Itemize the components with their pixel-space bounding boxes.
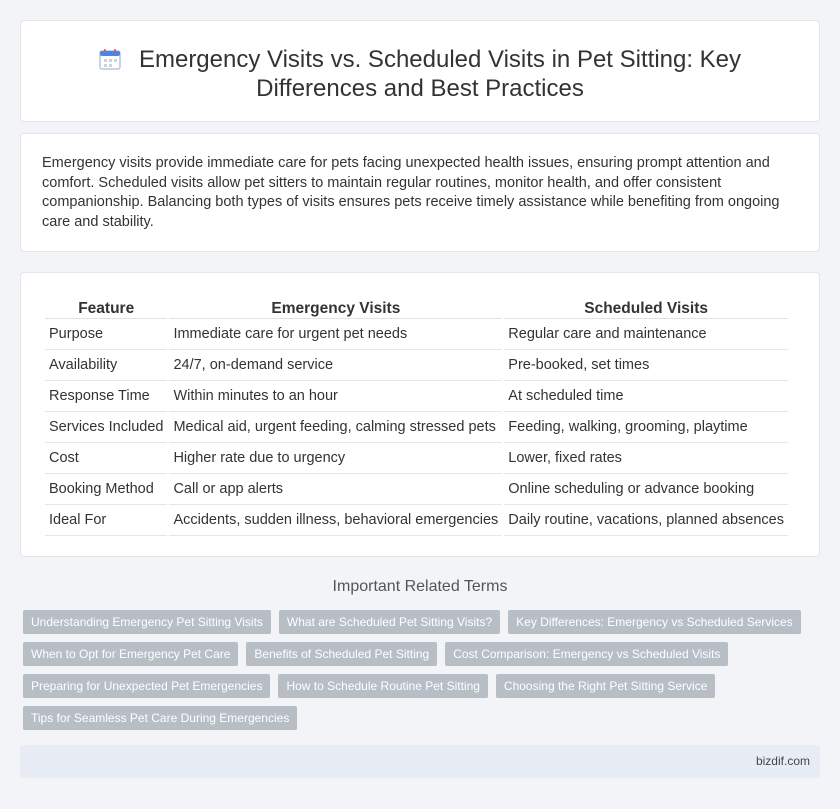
table-cell: Accidents, sudden illness, behavioral emergencies: [169, 505, 502, 536]
related-term-tag[interactable]: Key Differences: Emergency vs Scheduled Services: [508, 610, 801, 634]
intro-card: [20, 133, 820, 252]
table-cell: Feeding, walking, grooming, playtime: [504, 412, 788, 443]
table-row: [45, 319, 788, 350]
table-cell: Pre-booked, set times: [504, 350, 788, 381]
table-header-row: [45, 297, 788, 319]
table-row: [45, 350, 788, 381]
table-cell: At scheduled time: [504, 381, 788, 412]
table-cell: Immediate care for urgent pet needs: [169, 319, 502, 350]
table-row: [45, 443, 788, 474]
table-cell: Booking Method: [45, 474, 167, 505]
footer-brand-link[interactable]: bizdif.com: [755, 754, 810, 768]
page-title-wrap: [21, 45, 819, 103]
column-header-feature: Feature: [45, 297, 167, 319]
related-term-tag[interactable]: How to Schedule Routine Pet Sitting: [278, 674, 487, 698]
table-row: [45, 381, 788, 412]
table-cell: Regular care and maintenance: [504, 319, 788, 350]
table-row: [45, 412, 788, 443]
header-card: [20, 20, 820, 122]
page-title: Emergency Visits vs. Scheduled Visits in Pet Sitting: Key Differences and Best Practices: [138, 46, 742, 102]
related-term-tag[interactable]: What are Scheduled Pet Sitting Visits?: [279, 610, 500, 634]
comparison-table: [43, 297, 790, 536]
table-cell: Call or app alerts: [169, 474, 502, 505]
calendar-icon: [99, 48, 121, 70]
table-cell: Availability: [45, 350, 167, 381]
table-cell: Higher rate due to urgency: [169, 443, 502, 474]
column-header-emergency: Emergency Visits: [169, 297, 502, 319]
table-cell: Medical aid, urgent feeding, calming stressed pets: [169, 412, 502, 443]
table-cell: Response Time: [45, 381, 167, 412]
footer: [20, 745, 820, 778]
related-terms-list: [23, 610, 803, 730]
related-term-tag[interactable]: Benefits of Scheduled Pet Sitting: [246, 642, 437, 666]
related-term-tag[interactable]: Choosing the Right Pet Sitting Service: [496, 674, 715, 698]
table-cell: Ideal For: [45, 505, 167, 536]
table-cell: Online scheduling or advance booking: [504, 474, 788, 505]
table-cell: 24/7, on-demand service: [169, 350, 502, 381]
related-terms-title: Important Related Terms: [332, 578, 508, 595]
column-header-scheduled: Scheduled Visits: [504, 297, 788, 319]
table-cell: Cost: [45, 443, 167, 474]
table-cell: Lower, fixed rates: [504, 443, 788, 474]
table-cell: Purpose: [45, 319, 167, 350]
related-term-tag[interactable]: Cost Comparison: Emergency vs Scheduled Visits: [445, 642, 728, 666]
table-row: [45, 505, 788, 536]
related-term-tag[interactable]: Tips for Seamless Pet Care During Emergencies: [23, 706, 297, 730]
comparison-table-card: [20, 272, 820, 557]
table-cell: Within minutes to an hour: [169, 381, 502, 412]
related-term-tag[interactable]: Preparing for Unexpected Pet Emergencies: [23, 674, 270, 698]
related-term-tag[interactable]: Understanding Emergency Pet Sitting Visits: [23, 610, 271, 634]
related-term-tag[interactable]: When to Opt for Emergency Pet Care: [23, 642, 238, 666]
table-row: [45, 474, 788, 505]
table-cell: Daily routine, vacations, planned absences: [504, 505, 788, 536]
table-cell: Services Included: [45, 412, 167, 443]
intro-paragraph: Emergency visits provide immediate care for pets facing unexpected health issues, ensuring prompt attention and comfort. Scheduled visits allow pet sitters to maintain regular routines, monitor health, and offer consistent companionship. Balancing both types of visits ensures pets receive timely assistance while benefiting from ongoing care and stability.: [42, 155, 780, 230]
